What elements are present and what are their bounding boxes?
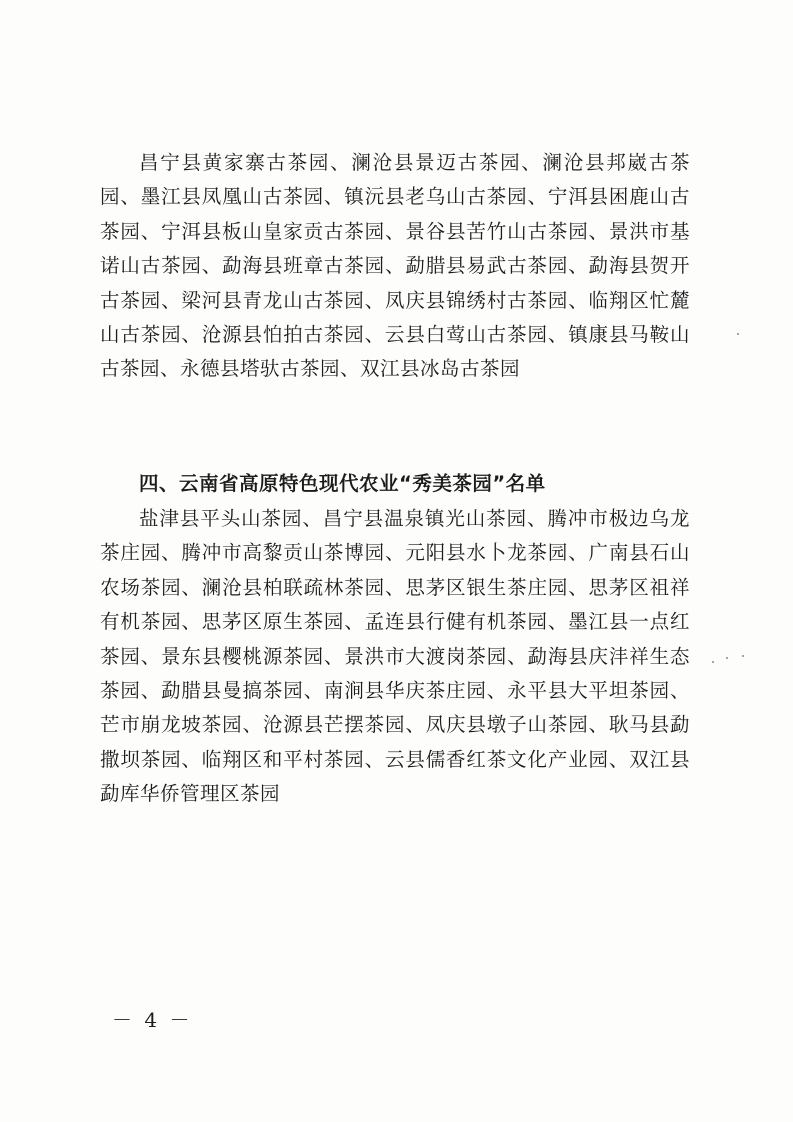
paragraph-ancient-tea-gardens — [100, 146, 690, 387]
scan-speck — [712, 661, 714, 663]
section-heading-text: 四、云南省高原特色现代农业“秀美茶园”名单 — [139, 472, 546, 495]
scan-speck — [742, 655, 744, 657]
paragraph-text: 盐津县平头山茶园、昌宁县温泉镇光山茶园、腾冲市极边乌龙茶庄园、腾冲市高黎贡山茶博园、元阳县水卜龙茶园、广南县石山农场茶园、澜沧县柏联疏林茶园、思茅区银生茶庄园、思茅区祖祥有机茶园、思茅区原生茶园、孟连县行健有机茶园、墨江县一点红茶园、景东县樱桃源茶园、景洪市大渡岗茶园、勐海县庆沣祥生态茶园、勐腊县曼搞茶园、南涧县华庆茶庄园、永平县大平坦茶园、芒市崩龙坡茶园、沧源县芒摆茶园、凤庆县墩子山茶园、耿马县勐撒坝茶园、临翔区和平村茶园、云县儒香红茶文化产业园、双江县勐库华侨管理区茶园 — [100, 507, 690, 806]
paragraph-beautiful-tea-gardens — [100, 502, 690, 812]
section-heading — [100, 467, 690, 501]
paragraph-text: 昌宁县黄家寨古茶园、澜沧县景迈古茶园、澜沧县邦崴古茶园、墨江县凤凰山古茶园、镇沅县老乌山古茶园、宁洱县困鹿山古茶园、宁洱县板山皇家贡古茶园、景谷县苦竹山古茶园、景洪市基诺山古茶园、勐海县班章古茶园、勐腊县易武古茶园、勐海县贺开古茶园、梁河县青龙山古茶园、凤庆县锦绣村古茶园、临翔区忙麓山古茶园、沧源县怕拍古茶园、云县白莺山古茶园、镇康县马鞍山古茶园、永德县塔驮古茶园、双江县冰岛古茶园 — [100, 151, 690, 381]
scan-speck — [726, 657, 728, 659]
page-number: － 4 － — [112, 1008, 193, 1032]
scan-speck — [737, 333, 739, 335]
